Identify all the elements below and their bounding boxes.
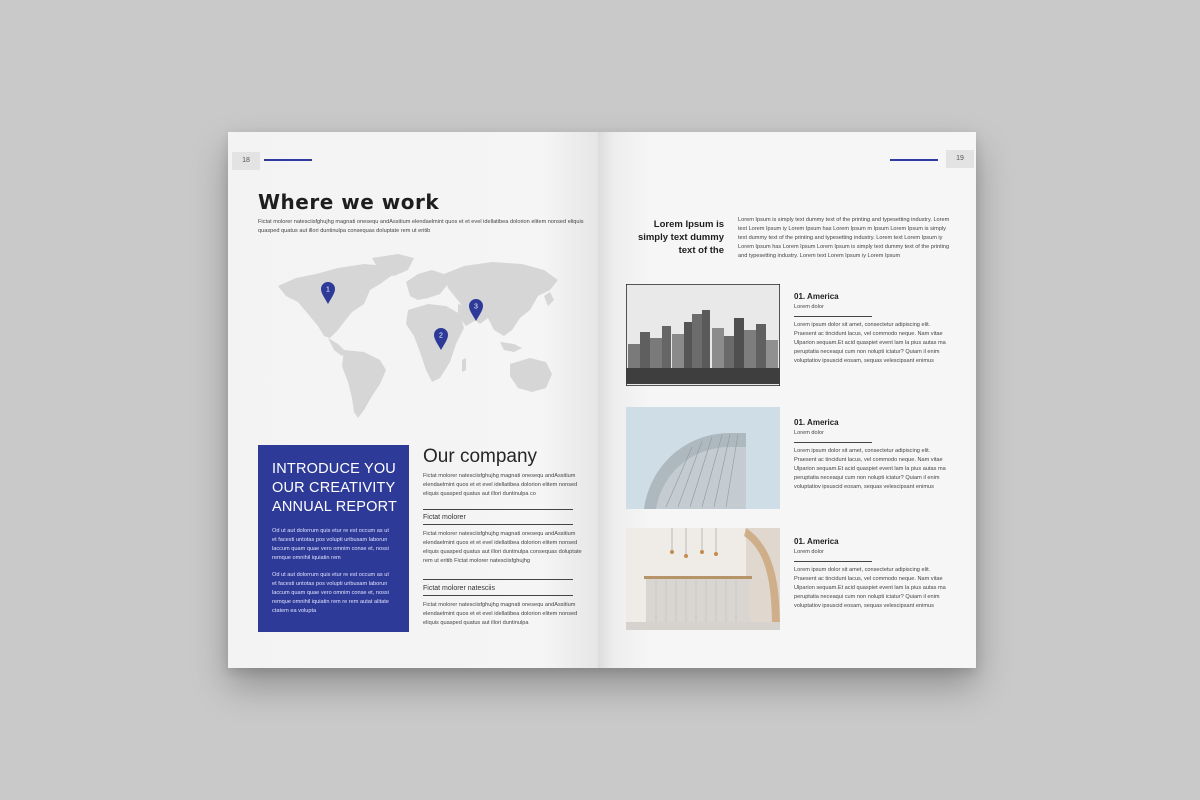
box-title-line: ANNUAL REPORT <box>272 499 398 515</box>
entry-text <box>794 566 972 611</box>
entry-text-line: Praesent ac tincidunt lacus, vel commodo neque. Nam vitae <box>794 457 943 463</box>
page-title: Where we work <box>258 190 440 214</box>
entry-text-line: Ulparion sequam.Et acid quaspiet event lam la pius autas ma <box>794 585 946 591</box>
entry-title: 01. America <box>794 292 839 301</box>
company-text-line: elendaelmint quos et et evel idellatibea dolorion elitem nonsed <box>423 611 578 617</box>
intro-line: and typesetting industry. Lorem text Lorem Ipsum iy Lorem Ipsum <box>738 253 901 259</box>
page-number-rule-left <box>264 159 312 161</box>
company-text-line: eliquis quasped quatus aut illori duntinulpa <box>423 620 529 626</box>
title-intro <box>258 218 588 236</box>
box-text-line: et facesti untotas pos volupti uribusam laborun <box>272 537 388 543</box>
continent-europe <box>406 270 448 300</box>
entry-rule <box>794 442 872 443</box>
continent-central-america <box>328 338 346 356</box>
curved-building-photo <box>626 407 780 509</box>
box-text-line: Od ut aut dolorrum quis etur re est occum as ut <box>272 572 389 578</box>
box-text-line: et facesti untotas pos volupti uribusam laborun <box>272 581 388 587</box>
company-title: Our company <box>423 446 538 467</box>
entry-text-line: peruptatia neceaqui cum non nolupti iciatur? Quiam il enim <box>794 594 940 600</box>
headline-line: Lorem Ipsum is <box>653 219 724 230</box>
entry-subtitle: Lorem dolor <box>794 304 824 310</box>
map-pin-icon <box>468 298 484 322</box>
intro-line: text Lorem Ipsum iy Lorem Ipsum has Lorem Ipsum m Ipsum Lorem Ipsum is simply <box>738 226 946 232</box>
entry-text-line: Praesent ac tincidunt lacus, vel commodo neque. Nam vitae <box>794 576 943 582</box>
continent-north-america <box>278 264 394 338</box>
company-text-line: elendaelmint quos et et evel idellatibea dolorion elitem nonsed <box>423 482 578 488</box>
company-text-line: Fictat molorer natesciisfghujhg magnati onesequ andAssitium <box>423 602 576 608</box>
intro-box-title <box>272 460 402 517</box>
box-text-line: ctatem ea volupta <box>272 608 317 614</box>
company-text-line: Fictat molorer natesciisfghujhg magnati onesequ andAssitium <box>423 473 576 479</box>
headline-line: simply text dummy <box>637 232 724 243</box>
map-pin-label: 3 <box>474 303 479 311</box>
divider <box>423 509 573 510</box>
intro-box <box>258 445 409 632</box>
company-paragraph-2 <box>423 530 583 566</box>
continent-madagascar <box>462 358 466 372</box>
box-text-line: laccum quam quae vero omnim conse et, nossi <box>272 546 389 552</box>
entry-text-line: peruptatia neceaqui cum non nolupti iciatur? Quiam il enim <box>794 475 940 481</box>
divider <box>423 595 573 596</box>
entry-title: 01. America <box>794 418 839 427</box>
entry-text-line: voluptatiov ipsuscid eosam, sequas velescipsant enimus <box>794 484 934 490</box>
company-text-line: elendaelmint quos et et evel idellatibea dolorion elitem nonsed <box>423 540 578 546</box>
page-number-left: 18 <box>232 152 260 170</box>
map-pin-label: 1 <box>326 286 330 294</box>
entry-title: 01. America <box>794 537 839 546</box>
entry-text-line: Ulparion sequam.Et acid quaspiet event lam la pius autas ma <box>794 340 946 346</box>
intro-line: Fictat molorer natesciisfghujhg magnati onesequ andAssitium elendaelmint quos et et evel idellatibea dolorion elitem nonsed eliquis <box>258 219 584 225</box>
intro-box-paragraph-1 <box>272 527 404 563</box>
company-paragraph-1 <box>423 472 583 499</box>
entry-rule <box>794 316 872 317</box>
entry-3 <box>794 537 972 611</box>
right-page <box>598 132 976 668</box>
company-text-line: rem ut eritib Fictat molorer natesciisfghujhg <box>423 558 530 564</box>
divider <box>423 579 573 580</box>
interior-lobby-photo <box>626 528 780 630</box>
entry-text-line: voluptatiov ipsuscid eosam, sequas velescipsant enimus <box>794 358 934 364</box>
box-title-line: OUR CREATIVITY <box>272 480 396 496</box>
entry-1 <box>794 292 972 366</box>
continent-indonesia <box>500 342 522 352</box>
map-pin-label: 2 <box>439 332 444 340</box>
entry-subtitle: Lorem dolor <box>794 430 824 436</box>
continent-japan <box>544 292 554 306</box>
entry-text-line: Praesent ac tincidunt lacus, vel commodo neque. Nam vitae <box>794 331 943 337</box>
page-number-rule-right <box>890 159 938 161</box>
entry-rule <box>794 561 872 562</box>
box-text-line: Od ut aut dolorrum quis etur re est occum as ut <box>272 528 389 534</box>
continent-australia <box>510 358 552 392</box>
right-headline <box>618 218 724 257</box>
entry-subtitle: Lorem dolor <box>794 549 824 555</box>
brochure-spread <box>228 132 976 668</box>
entry-2 <box>794 418 972 492</box>
box-title-line: INTRODUCE YOU <box>272 461 396 477</box>
entry-text-line: voluptatiov ipsuscid eosam, sequas velescipsant enimus <box>794 603 934 609</box>
entry-text-line: peruptatia neceaqui cum non nolupti iciatur? Quiam il enim <box>794 349 940 355</box>
company-text-line: eliquis quasped quatus aut illori duntinulpa consequas doluptate <box>423 549 582 555</box>
entry-text-line: Lorem ipsum dolor sit amet, consectetur adipiscing elit. <box>794 448 931 454</box>
right-intro <box>738 216 962 261</box>
left-page <box>228 132 598 668</box>
headline-line: text of the <box>678 245 724 256</box>
box-text-line: remque omnihil iquiatin rem <box>272 555 341 561</box>
box-text-line: laccum quam quae vero omnim conse et, nossi <box>272 590 389 596</box>
company-subheading-2: Fictat molorer natesciis <box>423 585 495 592</box>
intro-line: quasped quatus aut illori duntinulpa consequas doluptate rem ut eritib <box>258 228 431 234</box>
company-subheading-1: Fictat molorer <box>423 514 466 521</box>
map-pin-icon <box>320 281 336 305</box>
entry-text-line: Lorem ipsum dolor sit amet, consectetur adipiscing elit. <box>794 567 931 573</box>
company-paragraph-3 <box>423 601 583 628</box>
company-text-line: eliquis quasped quatus aut illori duntinulpa co <box>423 491 536 497</box>
continent-south-america <box>342 350 386 418</box>
divider <box>423 524 573 525</box>
intro-line: text dummy text of the printing and typesetting industry. Lorem text Lorem Ipsum iy <box>738 235 943 241</box>
entry-text-line: Ulparion sequam.Et acid quaspiet event lam la pius autas ma <box>794 466 946 472</box>
entry-text <box>794 447 972 492</box>
page-number-right: 19 <box>946 150 974 168</box>
intro-box-paragraph-2 <box>272 571 404 616</box>
intro-line: Lorem Ipsum is simply text dummy text of the printing and typesetting industry. Lorem <box>738 217 950 223</box>
entry-text <box>794 321 972 366</box>
intro-line: Lorem Ipsum has Lorem Ipsum Lorem Ipsum is simply text dummy text of the printing <box>738 244 950 250</box>
world-map <box>268 252 568 422</box>
city-skyline-photo <box>626 284 780 386</box>
map-pin-icon <box>433 327 449 351</box>
box-text-line: remque omnihil iquiatin rem re rem autat alitate <box>272 599 389 605</box>
entry-text-line: Lorem ipsum dolor sit amet, consectetur adipiscing elit. <box>794 322 931 328</box>
company-text-line: Fictat molorer natesciisfghujhg magnati onesequ andAssitium <box>423 531 576 537</box>
